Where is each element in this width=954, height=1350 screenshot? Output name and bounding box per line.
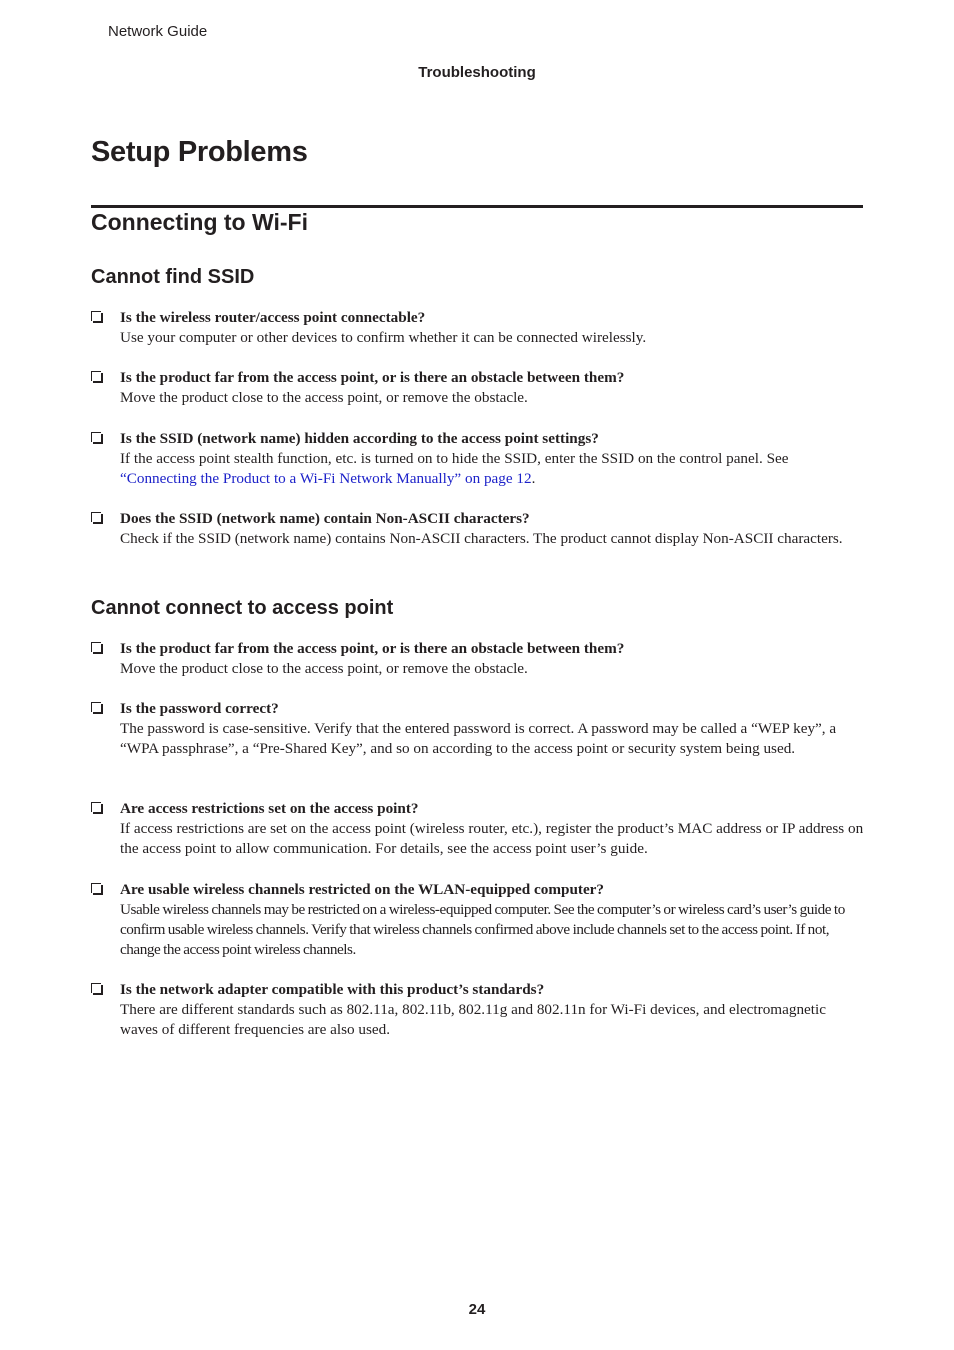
item-question: Is the product far from the access point, or is there an obstacle between them? <box>120 369 625 386</box>
section-header: Troubleshooting <box>418 64 536 81</box>
page-number: 24 <box>468 1301 486 1318</box>
checkbox-bullet-icon <box>91 371 101 381</box>
item-answer: Use your computer or other devices to confirm whether it can be connected wirelessly. <box>120 329 647 346</box>
running-title: Network Guide <box>108 23 208 40</box>
checkbox-bullet-icon <box>91 702 101 712</box>
page-title: Setup Problems <box>91 136 308 168</box>
item-question: Is the product far from the access point, or is there an obstacle between them? <box>120 640 625 657</box>
item-question: Does the SSID (network name) contain Non-ASCII characters? <box>120 510 530 527</box>
item-answer <box>120 900 866 960</box>
item-question: Is the SSID (network name) hidden according to the access point settings? <box>120 430 599 447</box>
checkbox-bullet-icon <box>91 642 101 652</box>
answer-end: . <box>531 470 536 487</box>
item-answer: Check if the SSID (network name) contains Non-ASCII characters. The product cannot display Non-ASCII characters. <box>120 530 843 547</box>
subsection-title-cannot-find-ssid: Cannot find SSID <box>91 266 255 288</box>
checkbox-bullet-icon <box>91 802 101 812</box>
list-item <box>91 509 866 549</box>
list-item <box>91 308 866 348</box>
checkbox-bullet-icon <box>91 311 101 321</box>
list-item <box>91 980 866 1040</box>
list-item <box>91 799 866 859</box>
checkbox-bullet-icon <box>91 432 101 442</box>
section-title: Connecting to Wi-Fi <box>91 209 308 235</box>
checkbox-bullet-icon <box>91 512 101 522</box>
list-item <box>91 368 866 408</box>
answer-text: If the access point stealth function, etc. is turned on to hide the SSID, enter the SSID on the control panel. See <box>120 450 789 467</box>
checkbox-bullet-icon <box>91 883 101 893</box>
list-item <box>91 880 866 960</box>
list-item <box>91 639 866 679</box>
item-question: Are access restrictions set on the access point? <box>120 800 419 817</box>
item-answer: The password is case-sensitive. Verify that the entered password is correct. A password may be called a “WEP key”, a “WPA passphrase”, a “Pre-Shared Key”, and so on according to the access point or security system being used. <box>120 720 837 757</box>
item-answer <box>120 449 866 489</box>
title-rule <box>91 205 863 208</box>
answer-text: Usable wireless channels may be restricted on a wireless-equipped computer. See the computer’s or wireless card’s user’s guide to confirm usable wireless channels. Verify that wireless channels confirmed above include channels set to the access point. If not, change the access point wireless channels. <box>120 901 845 958</box>
item-question: Is the wireless router/access point connectable? <box>120 309 426 326</box>
list-item <box>91 699 866 759</box>
item-answer: Move the product close to the access point, or remove the obstacle. <box>120 660 528 677</box>
item-question: Is the password correct? <box>120 700 279 717</box>
subsection-title-cannot-connect: Cannot connect to access point <box>91 597 394 619</box>
cross-reference-link[interactable]: “Connecting the Product to a Wi-Fi Network Manually” on page 12 <box>120 470 532 487</box>
list-item <box>91 429 866 489</box>
item-answer: There are different standards such as 802.11a, 802.11b, 802.11g and 802.11n for Wi-Fi devices, and electromagnetic waves of different frequencies are also used. <box>120 1001 826 1038</box>
item-answer: If access restrictions are set on the access point (wireless router, etc.), register the product’s MAC address or IP address on the access point to allow communication. For details, see the access point user’s guide. <box>120 820 864 857</box>
item-question: Is the network adapter compatible with this product’s standards? <box>120 981 545 998</box>
item-question: Are usable wireless channels restricted on the WLAN-equipped computer? <box>120 881 605 898</box>
item-answer: Move the product close to the access point, or remove the obstacle. <box>120 389 528 406</box>
checkbox-bullet-icon <box>91 983 101 993</box>
